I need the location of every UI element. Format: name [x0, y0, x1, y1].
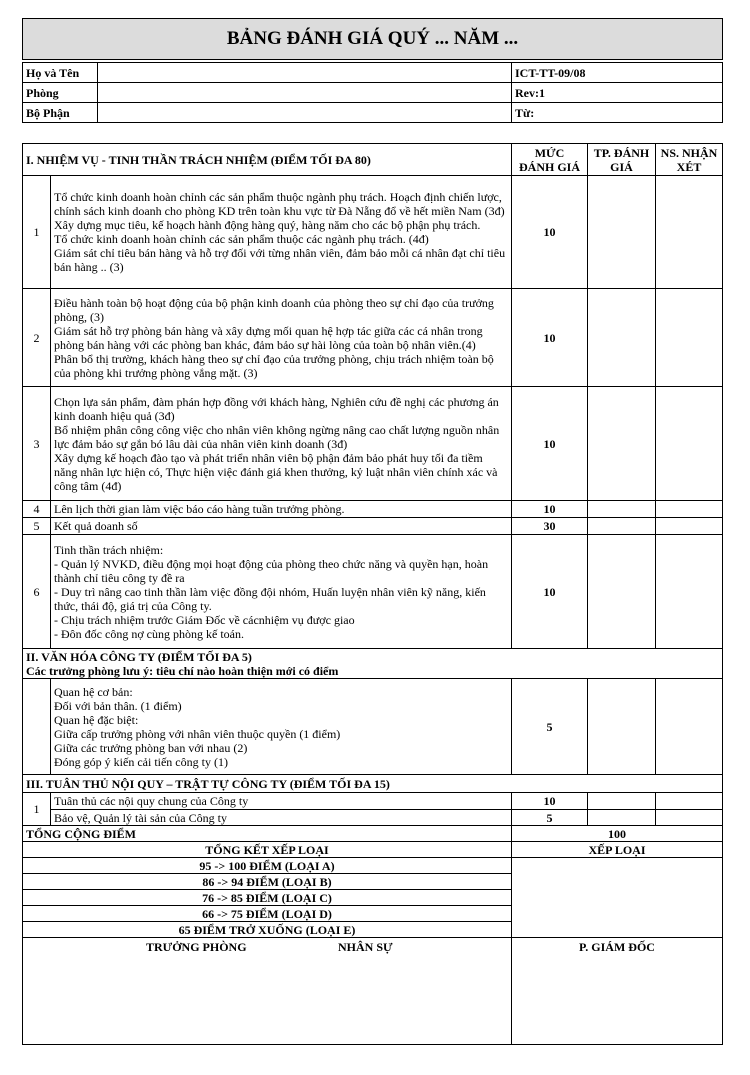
- total-value: 100: [512, 826, 723, 842]
- col-score-header: MỨC ĐÁNH GIÁ: [512, 144, 588, 176]
- row-number: 1: [23, 793, 51, 826]
- manager-eval-cell[interactable]: [588, 535, 656, 649]
- manager-eval-cell[interactable]: [588, 387, 656, 501]
- table-row: [23, 810, 723, 826]
- task-description: Kết quả doanh số: [51, 518, 512, 535]
- task-description: Chọn lựa sản phẩm, đàm phán hợp đồng với khách hàng, Nghiên cứu đề nghị các phương án kinh doanh hiệu quả (3đ) Bổ nhiệm phân công công việc cho nhân viên không ngừng nâng cao chất lượng nguồn nhân lực đảm bảo sự gắn bó lâu dài của nhân viên kinh doanh (3đ) Xây dựng kế hoạch đào tạo và phát triển nhân viên bộ phận đảm bảo phát huy tối đa tiềm năng nhân lực hiện có, Thực hiện việc đánh giá khen thưởng, kỷ luật nhân viên chính xác và công tâm (4đ): [51, 387, 512, 501]
- grade-row: 65 ĐIỂM TRỞ XUỐNG (LOẠI E): [23, 922, 512, 938]
- row-number: 3: [23, 387, 51, 501]
- row-number: 2: [23, 289, 51, 387]
- hr-comment-cell[interactable]: [656, 289, 723, 387]
- max-score: 5: [512, 810, 588, 826]
- max-score: 10: [512, 387, 588, 501]
- manager-eval-cell[interactable]: [588, 679, 656, 775]
- section2-note: Các trưởng phòng lưu ý: tiêu chí nào hoàn thiện mới có điểm: [26, 663, 339, 678]
- section2-title: [23, 649, 723, 679]
- max-score: 10: [512, 289, 588, 387]
- dept-label: Phòng: [23, 83, 98, 103]
- max-score: 5: [512, 679, 588, 775]
- table-row: [23, 535, 723, 649]
- section2-heading: II. VĂN HÓA CÔNG TY (ĐIỂM TỐI ĐA 5): [26, 649, 252, 664]
- hr-comment-cell[interactable]: [656, 501, 723, 518]
- col-hr-comment-header: NS. NHẬN XÉT: [656, 144, 723, 176]
- division-label: Bộ Phận: [23, 103, 98, 123]
- revision: Rev:1: [512, 83, 723, 103]
- classification-summary-label: TỔNG KẾT XẾP LOẠI: [23, 842, 512, 858]
- evaluation-table: [22, 143, 723, 1045]
- signature-area-right[interactable]: [512, 938, 723, 1045]
- header-info: [22, 62, 723, 123]
- hr-comment-cell[interactable]: [656, 679, 723, 775]
- table-row: [23, 518, 723, 535]
- col-manager-eval-header: TP. ĐÁNH GIÁ: [588, 144, 656, 176]
- table-row: [23, 387, 723, 501]
- task-description: Lên lịch thời gian làm việc báo cáo hàng tuần trưởng phòng.: [51, 501, 512, 518]
- division-field[interactable]: [98, 103, 512, 123]
- hr-comment-cell[interactable]: [656, 518, 723, 535]
- page-title: BẢNG ĐÁNH GIÁ QUÝ ... NĂM ...: [22, 18, 723, 60]
- doc-code: ICT-TT-09/08: [512, 63, 723, 83]
- max-score: 10: [512, 501, 588, 518]
- name-field[interactable]: [98, 63, 512, 83]
- row-number: 5: [23, 518, 51, 535]
- grade-row: 76 -> 85 ĐIỂM (LOẠI C): [23, 890, 512, 906]
- task-description: Tinh thần trách nhiệm: - Quản lý NVKD, điều động mọi hoạt động của phòng theo chức năng và quyền hạn, hoàn thành chỉ tiêu công ty đề ra - Duy trì nâng cao tinh thần làm việc đồng đội nhóm, Huấn luyện nhân viên kỹ năng, kiến thức, thái độ, giá trị của Công ty. - Chịu trách nhiệm trước Giám Đốc về cácnhiệm vụ được giao - Đôn đốc công nợ cùng phòng kế toán.: [51, 535, 512, 649]
- manager-eval-cell[interactable]: [588, 518, 656, 535]
- hr-comment-cell[interactable]: [656, 810, 723, 826]
- max-score: 10: [512, 535, 588, 649]
- table-row: [23, 679, 723, 775]
- section3-title: III. TUÂN THỦ NỘI QUY – TRẬT TỰ CÔNG TY (ĐIỂM TỐI ĐA 15): [23, 775, 723, 793]
- row-number: 4: [23, 501, 51, 518]
- deputy-director-signature-label: P. GIÁM ĐỐC: [579, 940, 655, 954]
- signature-area-left[interactable]: [23, 938, 512, 1045]
- row-number: 1: [23, 176, 51, 289]
- task-description: Tổ chức kinh doanh hoàn chỉnh các sản phẩm thuộc ngành phụ trách. Hoạch định chiến lược, chính sách kinh doanh cho phòng KD trên toàn khu vực từ Đà Nẵng đổ về hết miền Nam (3đ) Xây dựng mục tiêu, kế hoạch hành động hàng quý, hàng năm cho các bộ phận phụ trách. Tổ chức kinh doanh hoàn chỉnh các sản phẩm thuộc các ngành phụ trách. (4đ) Giám sát chỉ tiêu bán hàng và hỗ trợ đối với từng nhân viên, đảm bảo mỗi cá nhân đạt chỉ tiêu bán hàng .. (3): [51, 176, 512, 289]
- table-row: [23, 289, 723, 387]
- manager-eval-cell[interactable]: [588, 289, 656, 387]
- manager-eval-cell[interactable]: [588, 176, 656, 289]
- table-row: [23, 501, 723, 518]
- table-row: [23, 793, 723, 810]
- rule-description: Bảo vệ, Quản lý tài sản của Công ty: [51, 810, 512, 826]
- from-field[interactable]: Từ:: [512, 103, 723, 123]
- rule-description: Tuân thủ các nội quy chung của Công ty: [51, 793, 512, 810]
- manager-signature-label: TRƯỞNG PHÒNG: [146, 940, 247, 954]
- table-row: [23, 176, 723, 289]
- max-score: 10: [512, 176, 588, 289]
- hr-comment-cell[interactable]: [656, 793, 723, 810]
- hr-comment-cell[interactable]: [656, 176, 723, 289]
- section1-title: I. NHIỆM VỤ - TINH THẦN TRÁCH NHIỆM (ĐIỂM TỐI ĐA 80): [23, 144, 512, 176]
- classification-rank-label: XẾP LOẠI: [512, 842, 723, 858]
- dept-field[interactable]: [98, 83, 512, 103]
- max-score: 30: [512, 518, 588, 535]
- grade-row: 95 -> 100 ĐIỂM (LOẠI A): [23, 858, 512, 874]
- hr-comment-cell[interactable]: [656, 387, 723, 501]
- manager-eval-cell[interactable]: [588, 501, 656, 518]
- hr-comment-cell[interactable]: [656, 535, 723, 649]
- rank-result-cell[interactable]: [512, 858, 723, 938]
- manager-eval-cell[interactable]: [588, 810, 656, 826]
- manager-eval-cell[interactable]: [588, 793, 656, 810]
- row-number: 6: [23, 535, 51, 649]
- max-score: 10: [512, 793, 588, 810]
- name-label: Họ và Tên: [23, 63, 98, 83]
- task-description: Điều hành toàn bộ hoạt động của bộ phận kinh doanh của phòng theo sự chỉ đạo của trưởng phòng, (3) Giám sát hỗ trợ phòng bán hàng và xây dựng mối quan hệ hợp tác giữa các cá nhân trong phòng bán hàng với các phòng ban khác, đảm bảo sự hài lòng của toàn bộ nhân viên.(4) Phân bổ thị trường, khách hàng theo sự chỉ đạo của trưởng phòng, chịu trách nhiệm toàn bộ của phòng khi trưởng phòng vắng mặt. (3): [51, 289, 512, 387]
- total-label: TỔNG CỘNG ĐIỂM: [23, 826, 512, 842]
- grade-row: 66 -> 75 ĐIỂM (LOẠI D): [23, 906, 512, 922]
- grade-row: 86 -> 94 ĐIỂM (LOẠI B): [23, 874, 512, 890]
- row-number: [23, 679, 51, 775]
- hr-signature-label: NHÂN SỰ: [338, 940, 393, 954]
- culture-criteria: Quan hệ cơ bản: Đối với bản thân. (1 điểm) Quan hệ đặc biệt: Giữa cấp trưởng phòng với nhân viên thuộc quyền (1 điểm) Giữa các trưởng phòng ban với nhau (2) Đóng góp ý kiến cải tiến công ty (1): [51, 679, 512, 775]
